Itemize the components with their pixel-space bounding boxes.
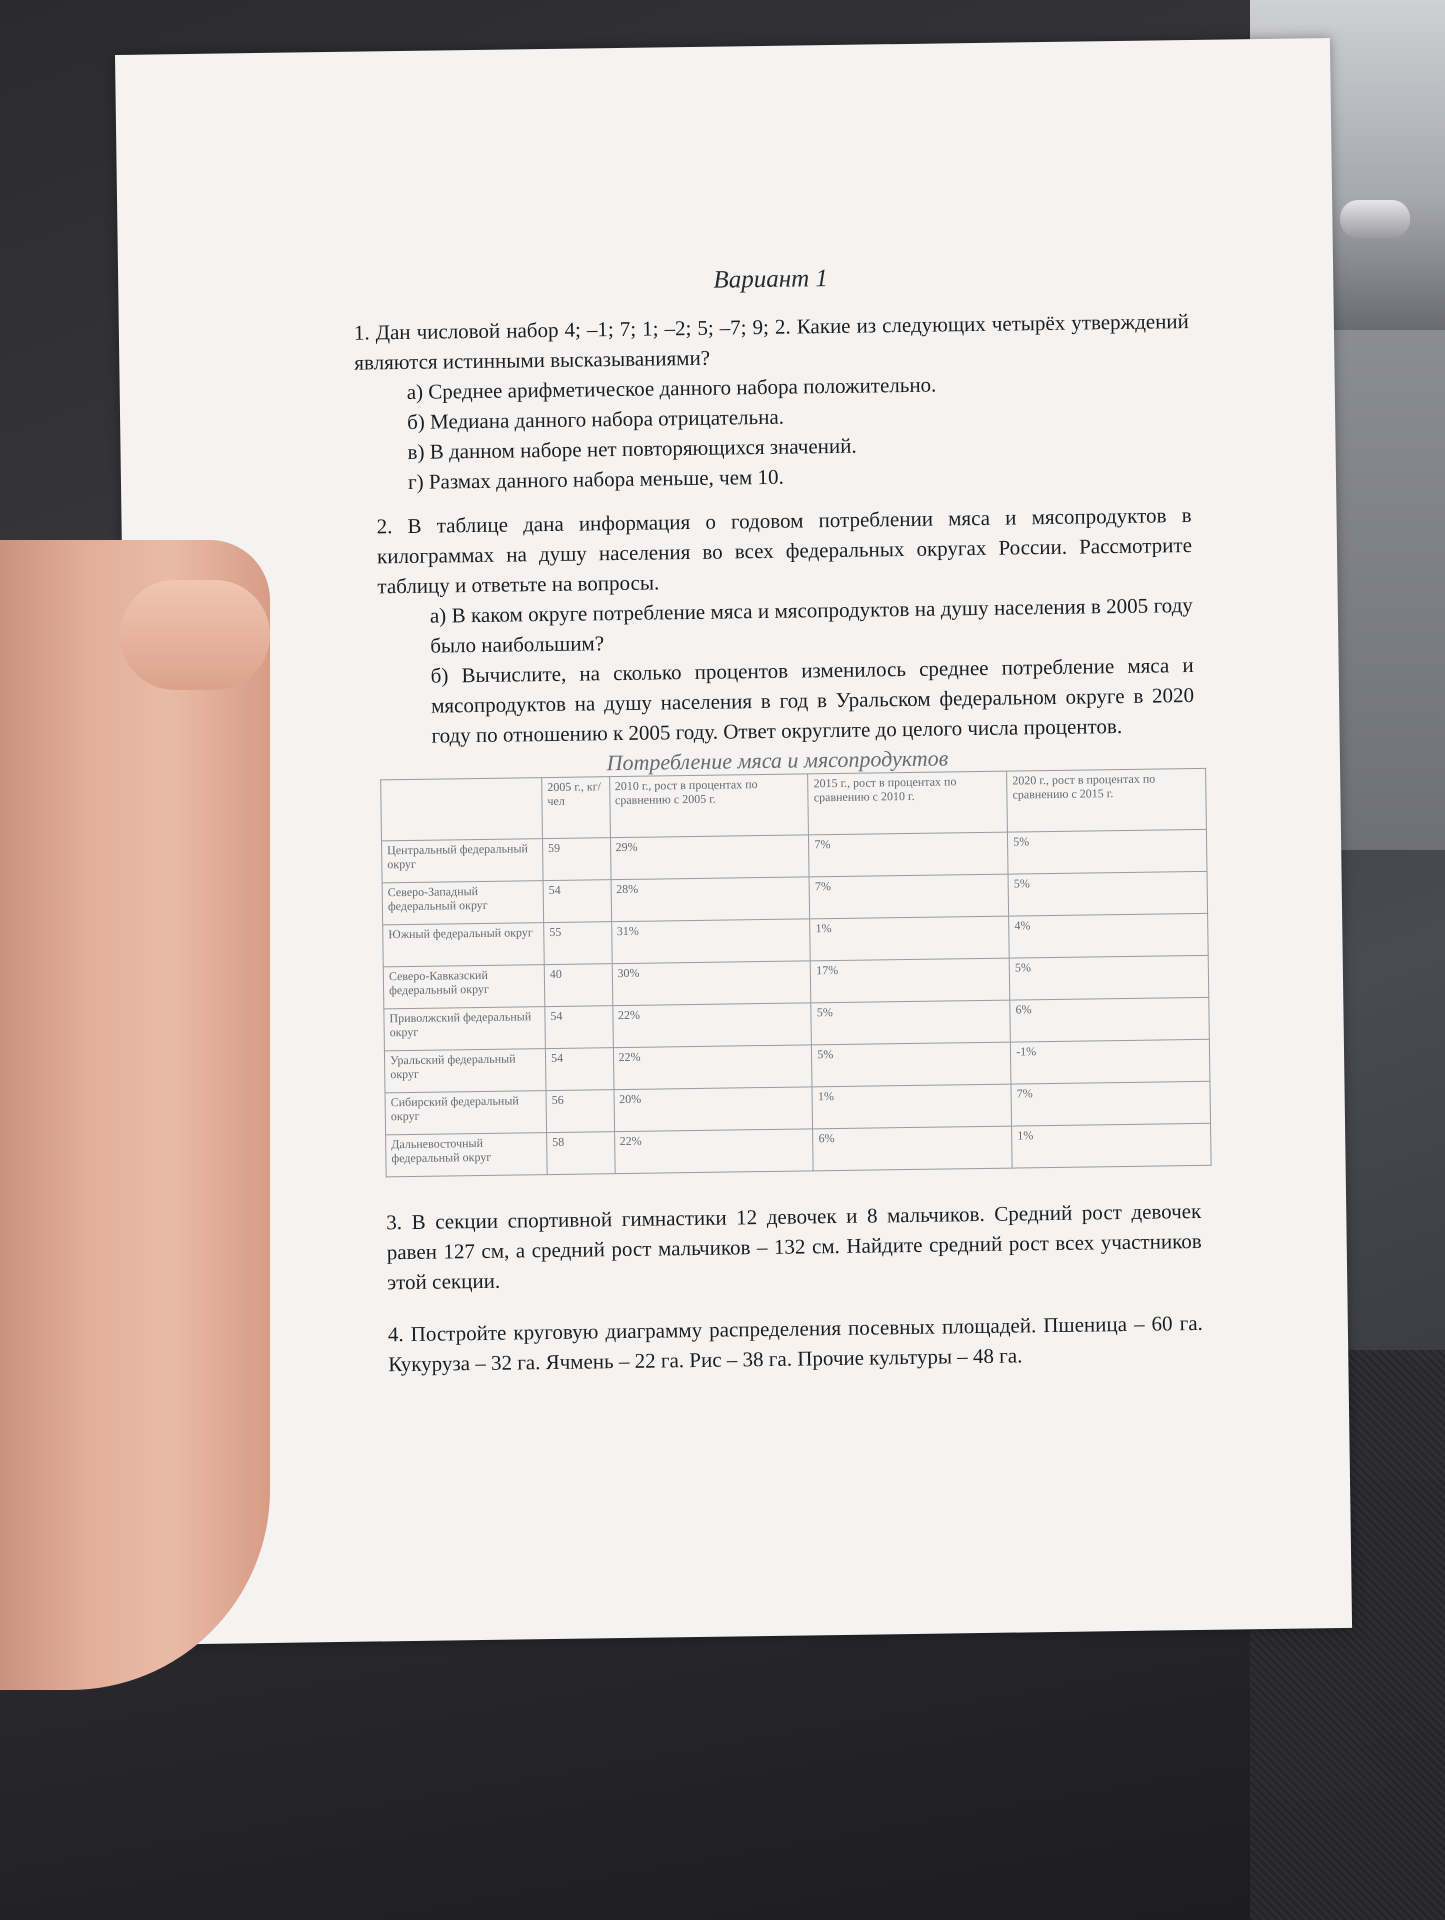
- table-cell: 1%: [810, 916, 1009, 961]
- table-header-cell: 2020 г., рост в процентах по сравнению с 2015 г.: [1007, 768, 1207, 832]
- table-header-cell: 2005 г., кг/чел: [542, 777, 610, 839]
- table-cell: 20%: [614, 1087, 813, 1132]
- table-cell: 29%: [610, 835, 809, 880]
- table-cell: 56: [546, 1090, 614, 1133]
- worksheet-paper: [115, 38, 1352, 1645]
- page-title: Вариант 1: [713, 265, 829, 294]
- question-2-part-a: а) В каком округе потребление мяса и мясопродуктов на душу населения в 2005 году было наибольшим?: [429, 593, 1193, 658]
- table-cell: 22%: [612, 1003, 811, 1048]
- table-cell: 30%: [612, 961, 811, 1006]
- table-header-cell: 2015 г., рост в процентах по сравнению с 2010 г.: [808, 771, 1008, 835]
- question-1-option-a: а) Среднее арифметическое данного набора положительно.: [406, 372, 937, 404]
- table-cell-region: Южный федеральный округ: [383, 923, 545, 967]
- question-1-option-b: б) Медиана данного набора отрицательна.: [406, 404, 785, 434]
- table-cell-region: Дальневосточный федеральный округ: [386, 1133, 548, 1177]
- table-cell: 54: [543, 880, 611, 923]
- table-header-row: [381, 768, 1207, 841]
- meat-consumption-table: [380, 768, 1211, 1177]
- table-cell-region: Северо-Западный федеральный округ: [382, 881, 544, 925]
- table-cell: 31%: [611, 919, 810, 964]
- question-2-text: 2. В таблице дана информация о годовом потреблении мяса и мясопродуктов в килограммах на душу населения во всех федеральных округах России. Рассмотрите таблицу и ответьте на вопросы.: [376, 503, 1193, 599]
- table-cell: 5%: [812, 1042, 1011, 1087]
- table-cell: 1%: [1012, 1123, 1211, 1168]
- background-chair-handle: [1340, 200, 1410, 238]
- question-1-option-c: в) В данном наборе нет повторяющихся значений.: [407, 433, 857, 464]
- table-header-cell: [381, 778, 543, 841]
- question-4-text: 4. Постройте круговую диаграмму распределения посевных площадей. Пшеница – 60 га. Кукуруза – 32 га. Ячмень – 22 га. Рис – 38 га. Прочие культуры – 48 га.: [387, 1310, 1203, 1377]
- table-cell-region: Центральный федеральный округ: [381, 839, 543, 883]
- table-caption: Потребление мяса и мясопродуктов: [606, 745, 949, 776]
- table-cell: 1%: [812, 1084, 1011, 1129]
- table-cell: 5%: [1009, 955, 1208, 1000]
- table-cell: 5%: [1008, 829, 1207, 874]
- table-cell: -1%: [1011, 1039, 1210, 1084]
- table-cell: 6%: [1010, 997, 1209, 1042]
- table-cell: 7%: [809, 832, 1008, 877]
- table-cell: 54: [545, 1048, 613, 1091]
- table-cell-region: Уральский федеральный округ: [384, 1049, 546, 1093]
- question-1-text: 1. Дан числовой набор 4; –1; 7; 1; –2; 5; –7; 9; 2. Какие из следующих четырёх утверждений являются истинными высказываниями?: [353, 309, 1189, 375]
- table-header-cell: 2010 г., рост в процентах по сравнению с 2005 г.: [609, 774, 809, 838]
- table-cell-region: Сибирский федеральный округ: [385, 1091, 547, 1135]
- table-cell: 17%: [811, 958, 1010, 1003]
- table-cell: 22%: [613, 1045, 812, 1090]
- table-cell: 28%: [611, 877, 810, 922]
- worksheet-content: [353, 260, 1204, 1401]
- question-1-option-d: г) Размах данного набора меньше, чем 10.: [407, 464, 784, 494]
- table-cell: 5%: [811, 1000, 1010, 1045]
- table-cell: 7%: [809, 874, 1008, 919]
- thumb: [120, 580, 270, 690]
- table-cell-region: Северо-Кавказский федеральный округ: [383, 965, 545, 1009]
- table-cell: 5%: [1008, 871, 1207, 916]
- table-cell: 54: [545, 1006, 613, 1049]
- table-cell: 55: [544, 922, 612, 965]
- table-cell: 40: [544, 964, 612, 1007]
- table-cell: 6%: [813, 1126, 1012, 1171]
- holding-hand: [0, 540, 270, 1690]
- question-3-text: 3. В секции спортивной гимнастики 12 девочек и 8 мальчиков. Средний рост девочек равен 127 см, а средний рост мальчиков – 132 см. Найдите средний рост всех участников этой секции.: [386, 1198, 1202, 1295]
- table-cell-region: Приволжский федеральный округ: [384, 1007, 546, 1051]
- table-cell: 4%: [1009, 913, 1208, 958]
- table-cell: 22%: [614, 1129, 813, 1174]
- table-cell: 58: [547, 1132, 615, 1175]
- question-2-part-b: б) Вычислите, на сколько процентов изменилось среднее потребление мяса и мясопродуктов на душу населения в год в Уральском федеральном округе в 2020 году по отношению к 2005 году. Ответ округлите до целого числа процентов.: [430, 653, 1195, 748]
- table-cell: 59: [542, 838, 610, 881]
- table-cell: 7%: [1011, 1081, 1210, 1126]
